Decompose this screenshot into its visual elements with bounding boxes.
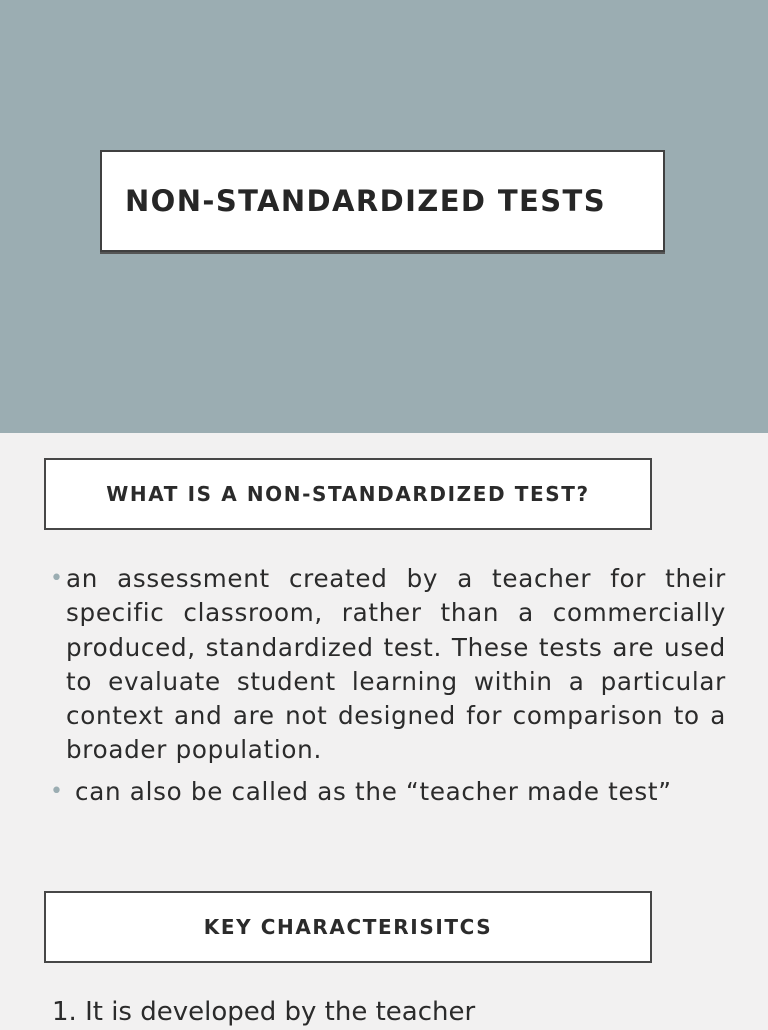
section-heading-box (44, 458, 652, 530)
bullet-item (50, 562, 726, 768)
bullet-dot-icon: • (50, 778, 64, 804)
numbered-item: 1. It is developed by the teacher (52, 997, 476, 1027)
bullet-item (50, 775, 726, 809)
definition-bullet-list (50, 562, 726, 809)
title-box (100, 150, 665, 252)
bullet-dot-icon: • (50, 566, 64, 591)
bullet-text: can also be called as the “teacher made test” (75, 776, 672, 806)
page-title: NON-STANDARDIZED TESTS (125, 184, 607, 218)
bullet-text: an assessment created by a teacher for their specific classroom, rather than a commercially produced, standardized test. These tests are used to evaluate student learning within a particular context and are not designed for comparison to a broader population. (66, 564, 726, 765)
section-heading-box (44, 891, 652, 963)
section-heading-characteristics: KEY CHARACTERISITCS (203, 915, 493, 939)
hero-banner (0, 0, 768, 433)
section-heading-definition: WHAT IS A NON-STANDARDIZED TEST? (106, 482, 590, 506)
